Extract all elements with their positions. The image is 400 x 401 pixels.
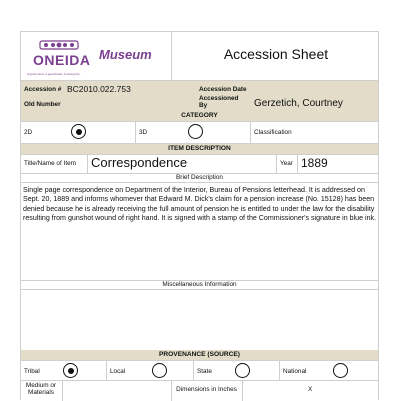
category-3d-radio[interactable] [188, 124, 203, 139]
misc-information-text[interactable] [23, 292, 377, 347]
accession-date-label: Accession Date [199, 86, 247, 93]
category-2d-radio[interactable] [71, 124, 86, 139]
provenance-state-radio[interactable] [235, 363, 250, 378]
medium-materials-label: Medium or Materials [25, 382, 57, 396]
classification-label: Classification [254, 129, 292, 136]
dimensions-label: Dimensions in Inches [176, 386, 237, 393]
year-value[interactable]: 1889 [301, 156, 328, 170]
radio-selected-dot [76, 129, 82, 135]
accession-number-label: Accession # [24, 86, 62, 93]
category-3d-label: 3D [139, 129, 148, 136]
wampum-belt-icon [39, 38, 79, 52]
sheet-title: Accession Sheet [223, 46, 329, 62]
accession-sheet [20, 31, 379, 400]
provenance-state-label: State [197, 368, 212, 375]
accession-number-value[interactable]: BC2010.022.753 [67, 84, 131, 94]
brief-description-text[interactable]: Single page correspondence on Department of the Interior, Bureau of Pensions letterhead. It is addressed on Sept. 20, 1889 and informs whomever that Edward M. Dick's claim for a pension increase (No. 15128) has been denied because he is already receiving the full amount of pension he is entitled to under the law for the disability resulting from gunshot wound of right hand. It is signed with a stamp of the Commissioner's signature in blue ink. [23, 186, 377, 223]
museum-label: Museum [99, 47, 152, 62]
item-description-header: ITEM DESCRIPTION [21, 144, 378, 154]
logo-text: ONEIDA [33, 52, 91, 68]
year-label: Year [280, 160, 293, 167]
old-number-label: Old Number [24, 101, 61, 108]
category-header: CATEGORY [21, 111, 378, 121]
provenance-national-radio[interactable] [333, 363, 348, 378]
provenance-tribal-label: Tribal [24, 368, 40, 375]
radio-selected-dot [68, 368, 74, 374]
provenance-local-radio[interactable] [152, 363, 167, 378]
oneida-logo [25, 36, 89, 80]
logo-tagline: A good mind. A good heart. A strong fire. [27, 72, 81, 76]
brief-description-label: Brief Description [176, 174, 223, 181]
accessioned-by-value[interactable]: Gerzetich, Courtney [254, 98, 343, 109]
misc-information-label: Miscellaneous Information [162, 281, 237, 288]
provenance-local-label: Local [110, 368, 126, 375]
category-2d-label: 2D [24, 129, 33, 136]
title-name-value[interactable]: Correspondence [91, 155, 188, 170]
title-name-label: Title/Name of Item [24, 160, 76, 167]
dimensions-separator: X [308, 386, 313, 393]
provenance-national-label: National [283, 368, 307, 375]
provenance-header: PROVENANCE (SOURCE) [21, 350, 378, 360]
provenance-tribal-radio[interactable] [63, 363, 78, 378]
accessioned-by-label: Accessioned By [199, 95, 239, 109]
